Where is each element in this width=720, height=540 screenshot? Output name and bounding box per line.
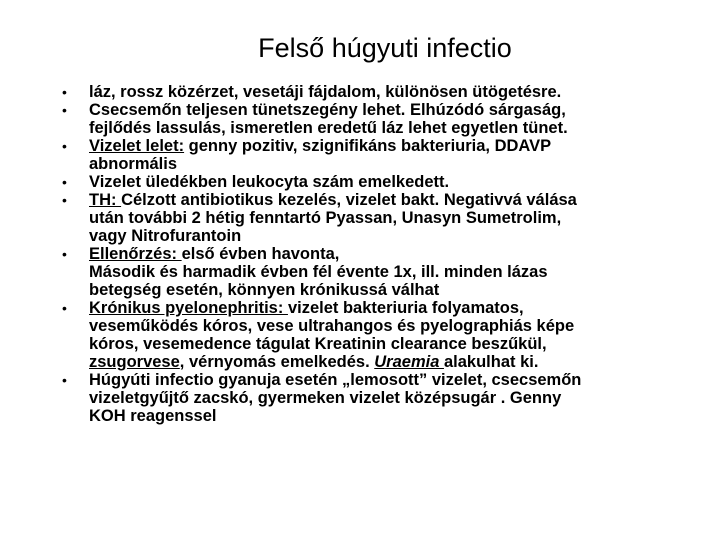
bullet-item [0, 101, 720, 137]
bullet-line [89, 101, 702, 119]
text-segment: fejlődés lassulás, ismeretlen eredetű láz lehet egyetlen tünet. [89, 119, 568, 137]
bullet-line [89, 299, 702, 317]
text-segment: TH: [89, 191, 122, 209]
bullet-line [89, 209, 702, 227]
text-segment: vagy Nitrofurantoin [89, 227, 242, 245]
text-segment: Célzott antibiotikus kezelés, vizelet bakt. Negativvá válása [121, 191, 577, 209]
text-segment: betegség esetén, könnyen krónikussá válhat [89, 281, 440, 299]
text-segment: genny pozitiv, szignifikáns bakteriuria, DDAVP [184, 137, 552, 155]
bullet-item [0, 299, 720, 371]
bullet-item [0, 191, 720, 245]
bullet-item [0, 245, 720, 299]
bullet-item [0, 137, 720, 173]
slide-title: Felső húgyuti infectio [258, 33, 512, 63]
bullet-dot-icon: • [62, 138, 67, 154]
text-segment: vizelet bakteriuria folyamatos, [287, 299, 524, 317]
text-segment: , vérnyomás emelkedés. [179, 353, 375, 371]
bullet-line [89, 335, 702, 353]
text-segment: után további 2 hétig fenntartó Pyassan, Unasyn Sumetrolim, [89, 209, 562, 227]
text-segment: veseműködés kóros, vese ultrahangos és pyelographiás képe [89, 317, 575, 335]
text-segment: első évben havonta, [181, 245, 340, 263]
bullet-line [89, 155, 702, 173]
text-segment: Csecsemőn teljesen tünetszegény lehet. Elhúzódó sárgaság, [89, 101, 566, 119]
bullet-line [89, 317, 702, 335]
bullet-item [0, 173, 720, 191]
bullet-dot-icon: • [62, 84, 67, 100]
text-segment: alakulhat ki. [443, 353, 539, 371]
bullet-list [0, 83, 720, 425]
bullet-line [89, 173, 702, 191]
text-segment: vizeletgyűjtő zacskó, gyermeken vizelet középsugár . Genny [89, 389, 562, 407]
bullet-item [0, 83, 720, 101]
text-segment: Ellenőrzés: [89, 245, 182, 263]
text-segment: zsugorvese [89, 353, 180, 371]
text-segment: Krónikus pyelonephritis: [89, 299, 288, 317]
bullet-dot-icon: • [62, 174, 67, 190]
bullet-item [0, 371, 720, 425]
bullet-line [89, 281, 702, 299]
bullet-dot-icon: • [62, 246, 67, 262]
text-segment: Vizelet üledékben leukocyta szám emelkedett. [89, 173, 450, 191]
bullet-line [89, 263, 702, 281]
bullet-line [89, 191, 702, 209]
bullet-dot-icon: • [62, 300, 67, 316]
bullet-line [89, 371, 702, 389]
bullet-dot-icon: • [62, 372, 67, 388]
text-segment: Második és harmadik évben fél évente 1x, ill. minden lázas [89, 263, 548, 281]
bullet-line [89, 137, 702, 155]
bullet-line [89, 389, 702, 407]
bullet-dot-icon: • [62, 102, 67, 118]
bullet-line [89, 407, 702, 425]
bullet-line [89, 227, 702, 245]
text-segment: Vizelet lelet: [89, 137, 185, 155]
bullet-line [89, 83, 702, 101]
text-segment: abnormális [89, 155, 178, 173]
bullet-line [89, 119, 702, 137]
text-segment: KOH reagenssel [89, 407, 217, 425]
text-segment: láz, rossz közérzet, vesetáji fájdalom, különösen ütögetésre. [89, 83, 562, 101]
text-segment: kóros, vesemedence tágulat Kreatinin clearance beszűkül, [89, 335, 547, 353]
text-segment: Uraemia [374, 353, 444, 371]
bullet-line [89, 353, 702, 371]
bullet-line [89, 245, 702, 263]
bullet-dot-icon: • [62, 192, 67, 208]
text-segment: Húgyúti infectio gyanuja esetén „lemosott” vizelet, csecsemőn [89, 371, 582, 389]
